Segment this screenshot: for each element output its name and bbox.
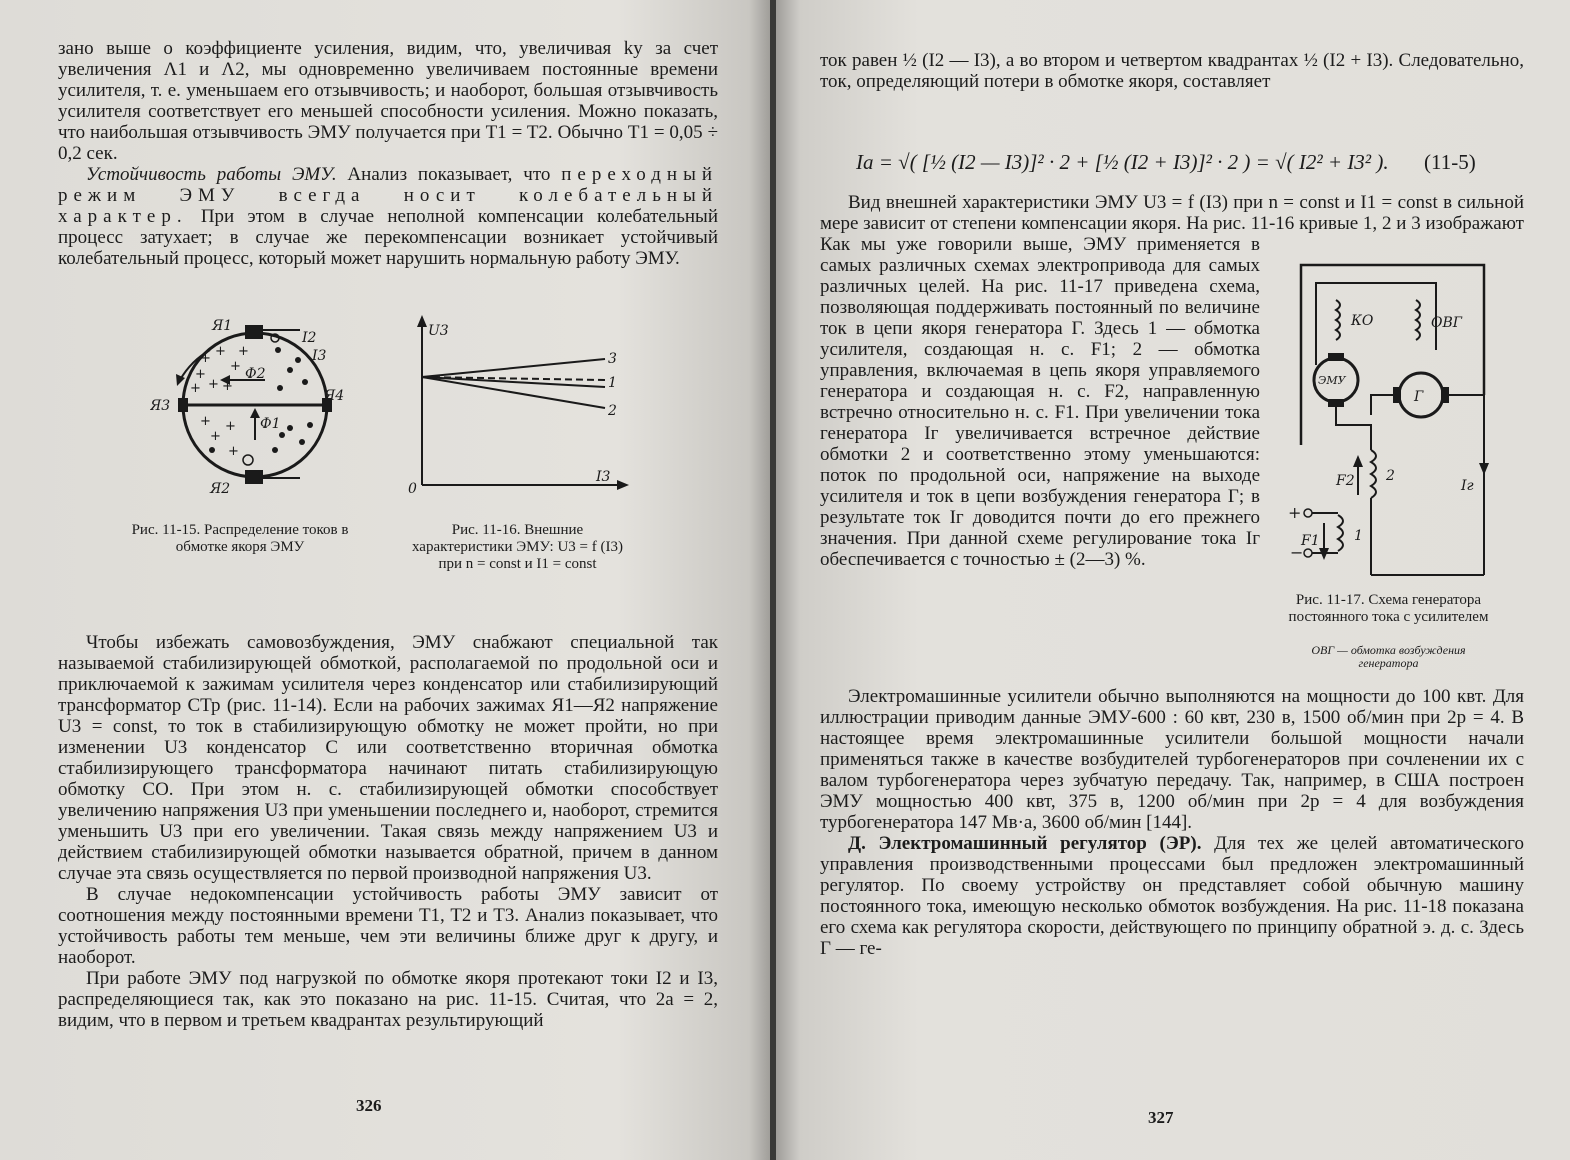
label-winding-2: 2 xyxy=(1386,468,1395,484)
label-emu: ЭМУ xyxy=(1318,374,1346,387)
curve-label-2: 2 xyxy=(608,403,617,419)
label-f2: F2 xyxy=(1336,473,1355,489)
fig-11-17-circuit-diagram xyxy=(1276,255,1506,585)
svg-text:+: + xyxy=(195,367,206,382)
load-paragraph: При работе ЭМУ под нагрузкой по обмотке якоря протекают токи I2 и I3, распределяющиеся так, как это показано на рис. 11-15. Считая, что 2a = 2, видим, что в первом и третьем квадрантах результирующий xyxy=(58,968,718,1031)
svg-text:+: + xyxy=(230,359,241,374)
label-ya3: Я3 xyxy=(150,398,171,414)
label-ya2: Я2 xyxy=(210,481,231,497)
svg-text:+: + xyxy=(190,381,201,396)
svg-text:+: + xyxy=(225,419,236,434)
external-paragraph-top xyxy=(820,192,1524,234)
label-i3: I3 xyxy=(312,348,327,364)
label-plus: + xyxy=(1288,503,1302,522)
regulator-paragraph xyxy=(820,833,1524,959)
label-generator: Г xyxy=(1414,389,1424,405)
stability-paragraph xyxy=(58,164,718,269)
axis-label-i3: I3 xyxy=(596,469,611,485)
intro-paragraph: зано выше о коэффициенте усиления, видим, что, увеличивая kу за счет увеличения Λ1 и Λ2, мы одновременно увеличиваем постоянные времени усилителя, т. е. уменьшаем его отзывчивость; и наоборот, большая отзывчивость усилителя соответствует его меньшей способности усиления. Можно показать, что наибольшая отзывчивость ЭМУ получается при T1 = T2. Обычно T1 = 0,05 ÷ 0,2 сек. xyxy=(58,38,718,164)
application-paragraph: Как мы уже говорили выше, ЭМУ применяется в самых различных схемах электропривода для самых различных целей. На рис. 11-17 приведена схема, позволяющая поддерживать постоянный по величине ток в цепи якоря генератора Г. Здесь 1 — обмотка усилителя, создающая н. с. F1; 2 — обмотка управления, включаемая в цепь якоря управляемого генератора и создающая н. с. F2, направленную встречно относительно н. с. F1. При увеличении тока генератора Iг увеличивается встречное действие обмотки 2 и соответственно этому уменьшаются: поток по продольной оси, напряжение на выходе усилителя и ток в цепи возбуждения генератора Г; в результате ток Iг доводится почти до его прежнего значения. При данной схеме регулирование тока Iг обеспечивается с точностью ± (2—3) %. xyxy=(820,234,1260,570)
label-i2: I2 xyxy=(302,330,317,346)
stability-text-b: При этом в случае неполной компенсации колебательный процесс затухает; в случае же перекомпенсации возникает устойчивый колебательный процесс, который может нарушить нормальную работу ЭМУ. xyxy=(58,206,718,269)
fig-11-15-caption: Рис. 11-15. Распределение токов в обмотке якоря ЭМУ xyxy=(131,522,349,555)
fig-11-16-characteristics-chart xyxy=(400,315,630,500)
curve-label-1: 1 xyxy=(608,375,617,391)
svg-text:+: + xyxy=(238,344,249,359)
fig-11-16-caption: Рис. 11-16. Внешние характеристики ЭМУ: U3 = f (I3) при n = const и I1 = const xyxy=(412,522,623,572)
axis-label-u3: U3 xyxy=(428,323,449,339)
power-paragraph: Электромашинные усилители обычно выполняются на мощности до 100 квт. Для иллюстрации приводим данные ЭМУ-600 : 60 квт, 230 в, 1500 об/мин при 2p = 4. В настоящее время электромашинные усилители большой мощности начали применяться также в качестве возбудителей турбогенераторов при сочленении их с валом турбогенератора через зубчатую передачу. Так, например, в США построен ЭМУ мощностью 400 квт, 375 в, 1200 об/мин при 2p = 4 для возбуждения турбогенератора 147 Мв·а, 3600 об/мин [144]. xyxy=(820,686,1524,833)
label-phi1: Ф1 xyxy=(260,416,281,432)
left-page xyxy=(0,0,772,1160)
svg-text:+: + xyxy=(200,351,211,366)
stability-heading: Устойчивость работы ЭМУ. xyxy=(86,164,337,185)
svg-text:+: + xyxy=(222,379,233,394)
stability-spaced-text: переходный режим ЭМУ всегда носит колебательный характер. xyxy=(58,164,718,227)
curve-label-3: 3 xyxy=(608,351,617,367)
undercompensation-paragraph: В случае недокомпенсации устойчивость работы ЭМУ зависит от соотношения между постоянными времени T1, T2 и T3. Анализ показывает, что устойчивость работы тем меньше, чем эти величины ближе друг к другу, и наоборот. xyxy=(58,884,718,968)
fig-11-17-caption: Рис. 11-17. Схема генератора постоянного тока с усилителем xyxy=(1288,592,1489,625)
stabilizing-winding-paragraph: Чтобы избежать самовозбуждения, ЭМУ снабжают специальной так называемой стабилизирующей обмоткой, располагаемой по продольной оси и приключаемой к зажимам усилителя через конденсатор или стабилизирующий трансформатор СТр (рис. 11-14). Если на рабочих зажимах Я1—Я2 напряжение U3 = const, то ток в стабилизирующую обмотку не может пройти, но при изменении U3 конденсатор С или соответственно вторичная обмотка стабилизирующего трансформатора начинают питать стабилизирующую обмотку СО. При этом н. с. стабилизирующей обмотки способствует увеличению напряжения U3 при уменьшении последнего и, наоборот, стремится уменьшить U3 при его увеличении. Такая связь между напряжением U3 и действием стабилизирующей обмотки называется обратной, причем в данном случае эта связь осуществляется по первой производной напряжения U3. xyxy=(58,632,718,884)
label-f1: F1 xyxy=(1301,533,1320,549)
label-ig: Iг xyxy=(1461,478,1474,494)
external-paragraph: Вид внешней характеристики ЭМУ U3 = f (I3) при n = const и I1 = const в сильной мере зависит от степени компенсации якоря. На рис. 11-16 кривые 1, 2 и 3 изображают xyxy=(820,192,1524,234)
label-phi2: Ф2 xyxy=(245,366,266,382)
right-page xyxy=(776,0,1570,1160)
intro-paragraph-block xyxy=(58,38,718,269)
label-minus: − xyxy=(1290,543,1304,562)
fig-11-15-armature-diagram xyxy=(150,310,350,505)
current-paragraph: ток равен ½ (I2 — I3), а во втором и четвертом квадрантах ½ (I2 + I3). Следовательно, ток, определяющий потери в обмотке якоря, составляет xyxy=(820,50,1524,92)
lower-text-block xyxy=(58,632,718,1031)
svg-text:+: + xyxy=(200,414,211,429)
axis-origin: 0 xyxy=(408,481,417,497)
stability-text-a: Анализ показывает, что xyxy=(336,164,562,185)
label-winding-1: 1 xyxy=(1354,528,1363,544)
application-column xyxy=(820,234,1260,584)
fig-11-17-note: ОВГ — обмотка возбуждения генератора xyxy=(1311,643,1466,670)
svg-text:+: + xyxy=(215,344,226,359)
formula-11-5: Ia = √( [½ (I2 — I3)]² · 2 + [½ (I2 + I3)]² · 2 ) = √( I2² + I3² ). xyxy=(856,150,1389,174)
label-ya4: Я4 xyxy=(324,388,345,404)
regulator-text: Для тех же целей автоматического управления производственными процессами был предложен электромашинный регулятор. По своему устройству он представляет собой обычную машину постоянного тока, имеющую несколько обмоток возбуждения. На рис. 11-18 показана его схема как регулятора скорости, действующего по принципу обратной э. д. с. Здесь Г — ге- xyxy=(820,833,1524,959)
label-ko: КО xyxy=(1351,313,1374,329)
lower-right-text-block xyxy=(820,686,1524,959)
svg-text:+: + xyxy=(228,444,239,459)
label-ovg: ОВГ xyxy=(1431,315,1463,331)
page-number-right: 327 xyxy=(1148,1108,1174,1127)
current-paragraph-block xyxy=(820,50,1524,92)
formula-number: (11-5) xyxy=(1424,150,1476,174)
svg-text:+: + xyxy=(208,377,219,392)
svg-text:+: + xyxy=(210,429,221,444)
page-number-left: 326 xyxy=(356,1096,382,1115)
label-ya1: Я1 xyxy=(212,318,233,334)
regulator-heading: Д. Электромашинный регулятор (ЭР). xyxy=(848,833,1202,854)
